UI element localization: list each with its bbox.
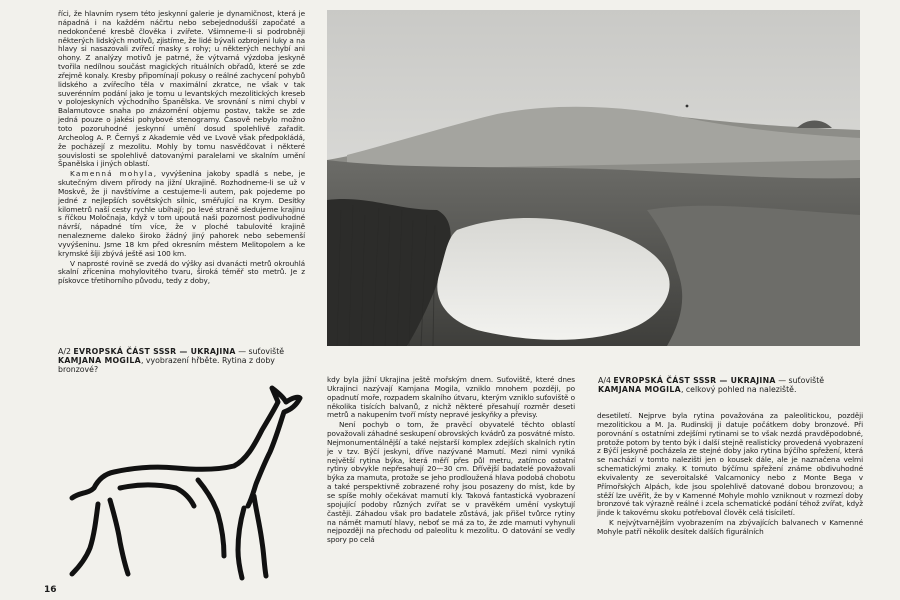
caption-text: , celkový pohled na naleziště. <box>680 385 797 394</box>
animal-rump-line <box>120 485 194 506</box>
animal-front-leg <box>238 508 244 578</box>
caption-text: , vyobrazení hřběte. Rytina z doby bronzové? <box>58 356 275 374</box>
animal-hind-leg <box>110 500 128 574</box>
site-photograph <box>327 10 860 346</box>
caption-site: KAMJANA MOGILA <box>58 356 141 365</box>
paragraph: říci, že hlavním rysem této jeskynní galerie je dynamičnost, která je nápadná i na každém náčrtu nebo sebejednodušší započaté a nedokončené kresbě člověka i zvířete. Všimneme-li si podrobněji některých lidských motivů, zjistíme, že lidé bývali ozbrojeni luky a na hlavy si nasazovali zvířecí masky s rohy; u některých nechybí ani ohony. Z analýzy motivů je patrné, že výtvarná výzdoba jeskyně tvořila nedílnou součást magických rituálních obřadů, které se zde zřejmě konaly. Kresby připomínají pokusy o reálné zachycení pohybů lidského a zvířecího těla v maximální zkratce, ne však v tak suverénním podání jako je tomu u levantských mezolitických kreseb v polojeskyních východního Španělska. Ve srovnání s nimi chybí v Balamutovce snaha po znázornění objemu postav, takže se zde jedná pouze o jakési pohybové stenogramy. Časově nebylo možno toto pozoruhodné jeskynní umění dosud spolehlivě zařadit. Archeolog A. P. Černyš z Akademie věd ve Lvově však předpokládá, že pocházejí z mezolitu. Mohly by tomu nasvědčovat i některé souvislosti se spolehlivě datovanými paralelami ve skalním umění Španělska i jiných oblastí. <box>58 9 305 169</box>
paragraph: K nejvýtvarnějším vyobrazením na zbývajících balvanech v Kamenné Mohyle patří několik desítek dalších figurálních <box>597 518 863 536</box>
caption-text: — suťoviště <box>775 376 825 385</box>
caption-heading: EVROPSKÁ ČÁST SSSR — UKRAJINA <box>73 347 236 356</box>
figure-caption-a2 <box>58 347 308 374</box>
animal-body-outline <box>72 388 300 506</box>
figure-caption-a4 <box>598 376 864 394</box>
paragraph: Není pochyb o tom, že pravěcí obyvatelé těchto oblastí považovali záhadné seskupení obrovských kvádrů za posvátné místo. Nejmonumentálnější a také nejstarší komplex zdejších skalních rytin je v tzv. Býčí jeskyni, dříve nazývané Mamutí. Mezi nimi vyniká největší rytina býka, která měří přes půl metru, zatímco ostatní rytiny obvykle nepřesahují 20—30 cm. Dřívější badatelé považovali býka za mamuta, protože se jeho prodloužená hlava podobá chobotu a také perspektivně zobrazené rohy jsou posazeny do míst, kde by se spíše mohly očekávat mamutí kly. Taková fantastická vyobrazení spojující podoby různých zvířat se v pravěkém umění vyskytují častěji. Záhadou však pro badatele zůstává, jak přišel tvůrce rytiny na námět mamutí hlavy, neboť se má za to, že zde mamuti vyhynuli nejpozději na přechodu od paleolitu k mezolitu. O datování se vedly spory po celá <box>327 420 575 545</box>
text-column-middle <box>327 376 575 545</box>
paragraph: desetiletí. Nejprve byla rytina považována za paleolitickou, později mezolitickou a M. Ja. Rudinskij ji datuje počátkem doby bronzové. Při porovnání s ostatními zdejšími rytinami se to však nezdá pravděpodobné, protože potom by tento býk i další stejně realisticky provedená vyobrazení z Býčí jeskyně pocházela ze stejné doby jako rytina býčího spřežení, která se nachází v tomto nalezišti jen o kousek dále, ale je naznačena velmi schematickými znaky. K tomuto býčímu spřežení známe obdivuhodné ekvivalenty ze severoitalské Valcamonicy nebo z Monte Bega v Přímořských Alpách, kde jsou spolehlivě datované dobou bronzovou; a stěží lze uvěřit, že by v Kamenné Mohyle mohlo vzniknout v rozmezí doby bronzové tak výrazně reálné i zcela schematické podání téhož zvířat, když jinde k takovému skoku potřeboval člověk celá tisíciletí. <box>597 411 863 518</box>
animal-belly-line <box>198 480 224 556</box>
page-number: 16 <box>44 585 57 595</box>
caption-code: A/4 <box>598 376 611 385</box>
paragraph: kdy byla jižní Ukrajina ještě mořským dnem. Suťoviště, které dnes Ukrajinci nazývají Kamjana Mogila, vzniklo mnohem později, po opadnutí moře, rozpadem skalního útvaru, kterým vzniklo suťoviště o několika tisících balvanů, z nichž některé přesahují rozměr deseti metrů a nakupením tvoří místy nepravé jeskyňky a převisy. <box>327 375 575 420</box>
caption-code: A/2 <box>58 347 71 356</box>
animal-chest-line <box>254 496 266 576</box>
text-column-right <box>597 412 863 537</box>
caption-site: KAMJANA MOGILA <box>598 385 681 394</box>
paragraph <box>58 170 305 258</box>
paragraph: V naprosté rovině se zvedá do výšky asi dvanácti metrů okrouhlá skalní zřícenina mohylovitého tvaru, široká téměř sto metrů. Je z pískovce třetihorního původu, tedy z doby, <box>58 258 305 286</box>
animal-hind-leg-back <box>72 504 98 574</box>
paragraph-body: , vyvýšenina jakoby spadlá s nebe, je skutečným divem přírody na jižní Ukrajině. Rozhodneme-li se už v Moskvě, že ji navštívíme a cestujeme-li autem, pak pojedeme po jedné z nejlepších sovětských silnic, směřující na Krym. Desítky kilometrů naší cesty rychle ubíhají; po levé straně sledujeme krajinu s říčkou Moločnaja, když v tom upoutá naši pozornost podivuhodné návrší, nápadné tím více, že v ploché tabulovité krajině nenalezneme daleko široko žádný jiný pahorek nebo sebemenší vyvýšeninu. Jsme 18 km před okresním městem Melitopolem a ke krymské šíji zbývá ještě asi 100 km. <box>58 169 305 258</box>
landscape-photo-image <box>327 10 860 346</box>
paragraph-lead: Kamenná mohyla <box>70 169 154 179</box>
caption-heading: EVROPSKÁ ČÁST SSSR — UKRAJINA <box>613 376 776 385</box>
text-column-left <box>58 10 305 286</box>
rock-engraving-drawing <box>58 380 303 585</box>
caption-text: — suťoviště <box>235 347 285 356</box>
